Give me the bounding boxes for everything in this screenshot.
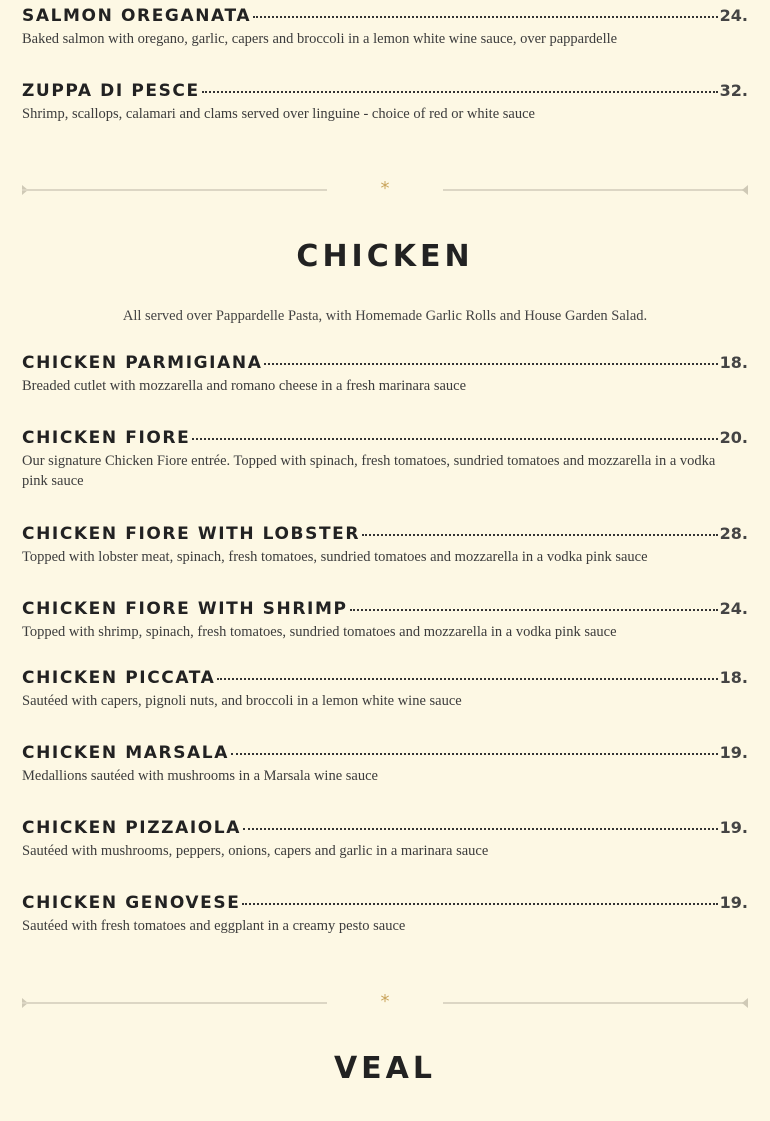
item-name: CHICKEN MARSALA (22, 743, 229, 763)
menu-item-chicken-marsala (22, 743, 748, 786)
dot-leader (350, 609, 718, 611)
divider-line-left (22, 1002, 327, 1004)
asterisk-icon: * (380, 178, 390, 199)
dot-leader (202, 91, 718, 93)
item-name: CHICKEN FIORE WITH SHRIMP (22, 599, 348, 619)
divider-line-right (443, 1002, 748, 1004)
menu-item-chicken-fiore-with-lobster (22, 524, 748, 567)
item-description: Breaded cutlet with mozzarella and romano cheese in a fresh marinara sauce (22, 378, 467, 394)
item-name: CHICKEN PARMIGIANA (22, 353, 263, 373)
item-description: Topped with lobster meat, spinach, fresh tomatoes, sundried tomatoes and mozzarella in a vodka pink sauce (22, 549, 648, 565)
menu-item-chicken-pizzaiola (22, 818, 748, 861)
menu-item-chicken-fiore (22, 428, 748, 491)
menu-item-chicken-piccata (22, 668, 748, 711)
item-price: 19. (719, 818, 748, 837)
item-price: 20. (719, 428, 748, 447)
dot-leader (242, 903, 717, 905)
menu-item-chicken-parmigiana (22, 353, 748, 396)
dot-leader (217, 678, 717, 680)
item-description: Shrimp, scallops, calamari and clams served over linguine - choice of red or white sauce (22, 106, 535, 122)
section-title-veal: VEAL (333, 1051, 437, 1086)
menu-item-chicken-genovese (22, 893, 748, 936)
divider-cap-right (742, 185, 748, 195)
dot-leader (253, 16, 718, 18)
item-description: Sautéed with capers, pignoli nuts, and broccoli in a lemon white wine sauce (22, 693, 462, 709)
item-name: ZUPPA DI PESCE (22, 81, 200, 101)
item-price: 24. (719, 6, 748, 25)
dot-leader (362, 534, 718, 536)
divider-line-left (22, 189, 327, 191)
item-price: 24. (719, 599, 748, 618)
item-description: Sautéed with fresh tomatoes and eggplant in a creamy pesto sauce (22, 918, 406, 934)
item-price: 18. (719, 668, 748, 687)
item-price: 28. (719, 524, 748, 543)
section-divider (22, 993, 748, 1013)
item-name: CHICKEN PIZZAIOLA (22, 818, 241, 838)
divider-cap-right (742, 998, 748, 1008)
item-price: 32. (719, 81, 748, 100)
dot-leader (264, 363, 717, 365)
item-description: Our signature Chicken Fiore entrée. Topped with spinach, fresh tomatoes, sundried tomatoes and mozzarella in a vodka pink sauce (22, 453, 716, 489)
divider-line-right (443, 189, 748, 191)
dot-leader (243, 828, 718, 830)
dot-leader (192, 438, 717, 440)
item-name: CHICKEN PICCATA (22, 668, 216, 688)
section-note: All served over Pappardelle Pasta, with Homemade Garlic Rolls and House Garden Salad. (122, 308, 648, 324)
item-name: CHICKEN FIORE (22, 428, 191, 448)
item-price: 18. (719, 353, 748, 372)
item-name: SALMON OREGANATA (22, 6, 252, 26)
item-description: Baked salmon with oregano, garlic, capers and broccoli in a lemon white wine sauce, over pappardelle (22, 31, 618, 47)
item-description: Medallions sautéed with mushrooms in a Marsala wine sauce (22, 768, 378, 784)
menu-item-zuppa-di-pesce (22, 81, 748, 124)
menu-item-salmon-oreganata (22, 6, 748, 49)
item-price: 19. (719, 743, 748, 762)
item-description: Topped with shrimp, spinach, fresh tomatoes, sundried tomatoes and mozzarella in a vodka pink sauce (22, 624, 617, 640)
menu-item-chicken-fiore-with-shrimp (22, 599, 748, 642)
item-name: CHICKEN GENOVESE (22, 893, 241, 913)
section-divider (22, 180, 748, 200)
section-title-chicken: CHICKEN (296, 239, 474, 274)
item-price: 19. (719, 893, 748, 912)
item-name: CHICKEN FIORE WITH LOBSTER (22, 524, 361, 544)
asterisk-icon: * (380, 991, 390, 1012)
item-description: Sautéed with mushrooms, peppers, onions, capers and garlic in a marinara sauce (22, 843, 489, 859)
dot-leader (231, 753, 718, 755)
